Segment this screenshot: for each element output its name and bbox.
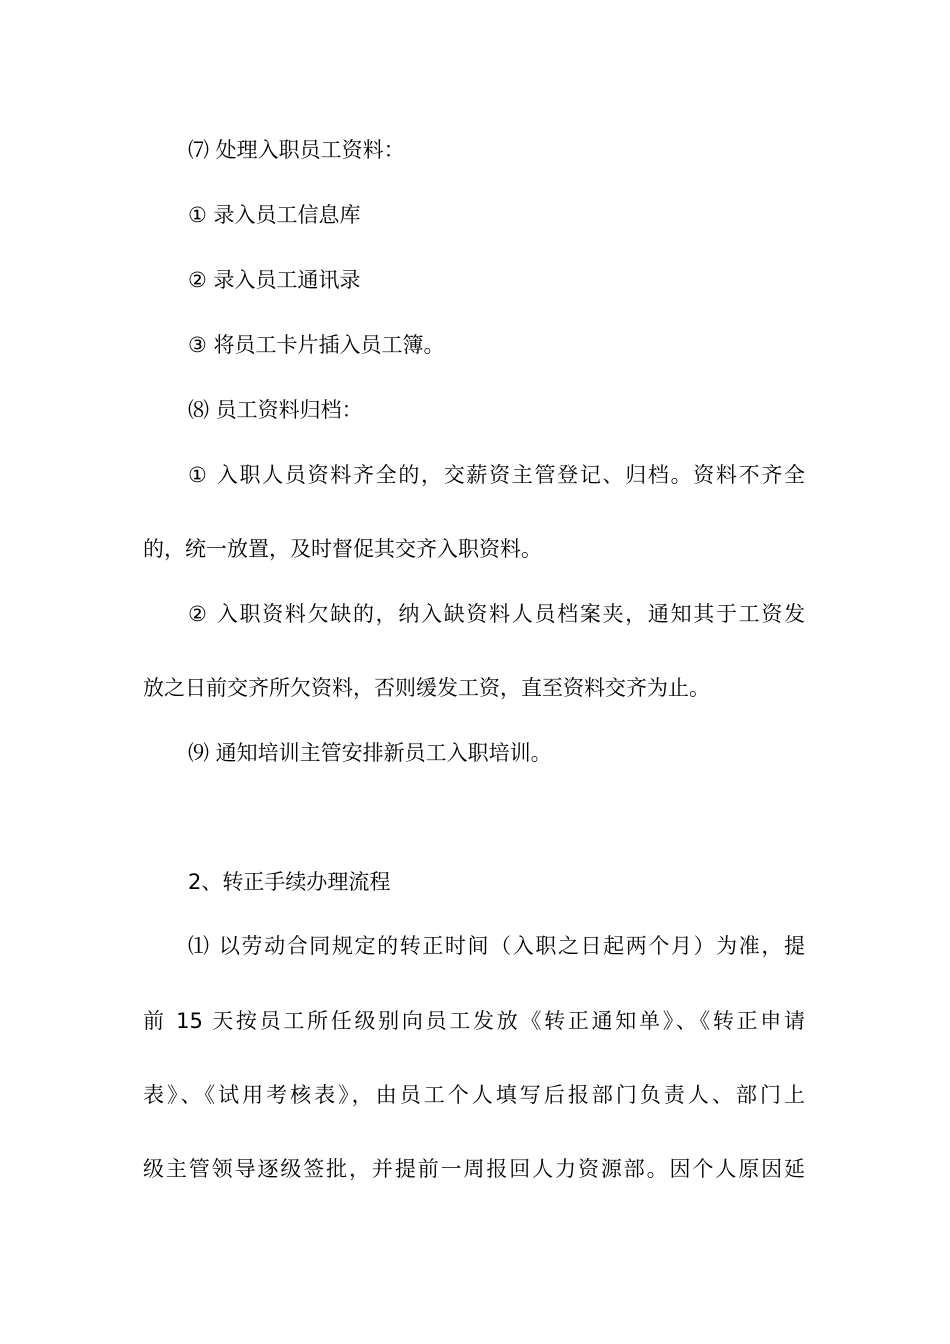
section-2-heading: 2、转正手续办理流程 xyxy=(188,870,391,894)
section-2-item-1-line-2: 前 15 天按员工所任级别向员工发放《转正通知单》、《转正申请 xyxy=(143,1009,805,1033)
item-8-heading: ⑻ 员工资料归档： xyxy=(188,398,363,422)
section-2-item-1-line-1: ⑴ 以劳动合同规定的转正时间（入职之日起两个月）为准，提 xyxy=(188,934,805,958)
item-8-1-line-1: ① 入职人员资料齐全的，交薪资主管登记、归档。资料不齐全 xyxy=(188,463,805,487)
section-2-item-1-line-4: 级主管领导逐级签批，并提前一周报回人力资源部。因个人原因延 xyxy=(143,1157,805,1181)
item-7-1: ① 录入员工信息库 xyxy=(188,203,361,227)
item-8-1-line-2: 的，统一放置，及时督促其交齐入职资料。 xyxy=(143,537,542,561)
item-7-heading: ⑺ 处理入职员工资料： xyxy=(188,138,405,162)
item-8-2-line-1: ② 入职资料欠缺的，纳入缺资料人员档案夹，通知其于工资发 xyxy=(188,602,805,626)
item-9: ⑼ 通知培训主管安排新员工入职培训。 xyxy=(188,741,552,765)
item-8-2-line-2: 放之日前交齐所欠资料，否则缓发工资，直至资料交齐为止。 xyxy=(143,676,710,700)
section-2-item-1-line-3: 表》、《试用考核表》，由员工个人填写后报部门负责人、部门上 xyxy=(143,1083,805,1107)
item-7-2: ② 录入员工通讯录 xyxy=(188,268,361,292)
item-7-3: ③ 将员工卡片插入员工簿。 xyxy=(188,333,445,357)
